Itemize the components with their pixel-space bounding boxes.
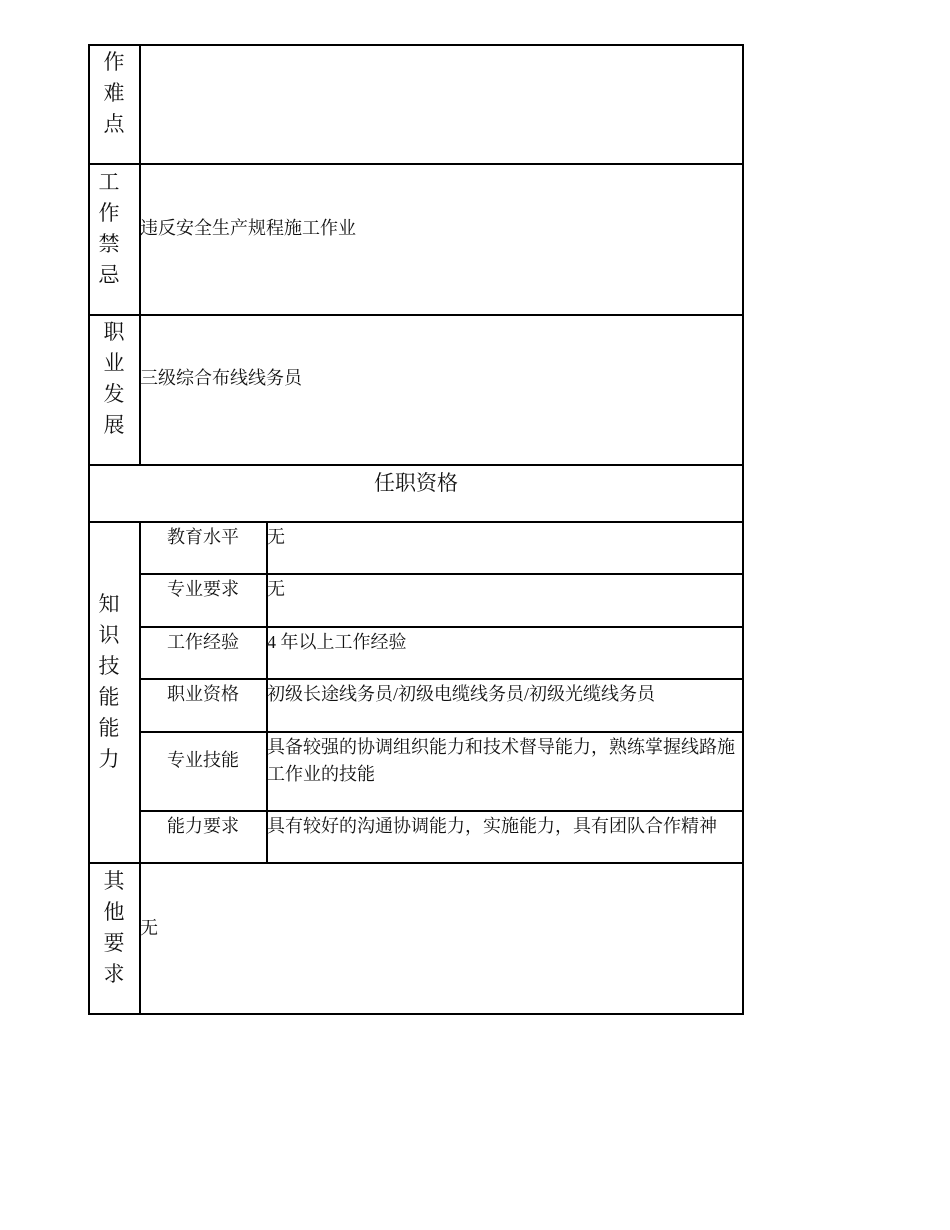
label-char: 工	[98, 170, 120, 194]
professional-qualification-value: 初级长途线务员/初级电缆线务员/初级光缆线务员	[267, 684, 655, 704]
label-char: 点	[103, 112, 125, 136]
label-char: 能	[98, 685, 120, 709]
sub-row-divider	[139, 678, 744, 680]
difficulty-label	[89, 47, 139, 140]
sub-row-divider	[139, 810, 744, 812]
education-level-value: 无	[267, 527, 285, 547]
career-content: 三级综合布线线务员	[140, 368, 302, 388]
other-requirements-label	[89, 866, 139, 990]
major-requirement-value: 无	[267, 579, 285, 599]
table-border-top	[88, 44, 744, 46]
career-label	[89, 317, 139, 441]
sub-row-divider	[139, 626, 744, 628]
work-experience-label: 工作经验	[167, 632, 239, 652]
label-column-divider	[139, 44, 141, 465]
label-char: 知	[98, 592, 120, 616]
ability-requirement-value: 具有较好的沟通协调能力，实施能力，具有团队合作精神	[267, 816, 717, 836]
label-char: 职	[103, 320, 125, 344]
label-char: 求	[103, 962, 125, 986]
knowledge-label	[84, 589, 134, 775]
label-char: 禁	[98, 232, 120, 256]
row-divider	[88, 464, 744, 466]
label-char: 能	[98, 716, 120, 740]
row-divider	[88, 163, 744, 165]
education-level-label: 教育水平	[167, 527, 239, 547]
label-char: 力	[98, 747, 120, 771]
label-char: 难	[103, 81, 125, 105]
professional-skill-label: 专业技能	[167, 750, 239, 770]
taboo-content: 违反安全生产规程施工作业	[140, 218, 356, 238]
professional-qualification-label: 职业资格	[167, 684, 239, 704]
taboo-label	[84, 167, 134, 291]
label-char: 作	[103, 50, 125, 74]
professional-skill-value: 具备较强的协调组织能力和技术督导能力，熟练掌握线路施工作业的技能	[267, 737, 735, 784]
other-requirements-content: 无	[140, 918, 158, 938]
major-requirement-label: 专业要求	[167, 579, 239, 599]
label-char: 作	[98, 201, 120, 225]
label-char: 技	[98, 654, 120, 678]
qualification-header: 任职资格	[374, 471, 458, 495]
row-divider	[88, 521, 744, 523]
label-char: 他	[103, 900, 125, 924]
label-char: 忌	[98, 263, 120, 287]
label-char: 识	[98, 623, 120, 647]
label-char: 业	[103, 351, 125, 375]
row-divider	[88, 862, 744, 864]
label-char: 其	[103, 869, 125, 893]
table-border-right	[742, 44, 744, 1014]
table-border-bottom	[88, 1013, 744, 1015]
sub-row-divider	[139, 573, 744, 575]
label-char: 要	[103, 931, 125, 955]
label-char: 展	[103, 413, 125, 437]
work-experience-value: 4 年以上工作经验	[267, 632, 407, 652]
row-divider	[88, 314, 744, 316]
ability-requirement-label: 能力要求	[167, 816, 239, 836]
label-char: 发	[103, 382, 125, 406]
sub-row-divider	[139, 731, 744, 733]
